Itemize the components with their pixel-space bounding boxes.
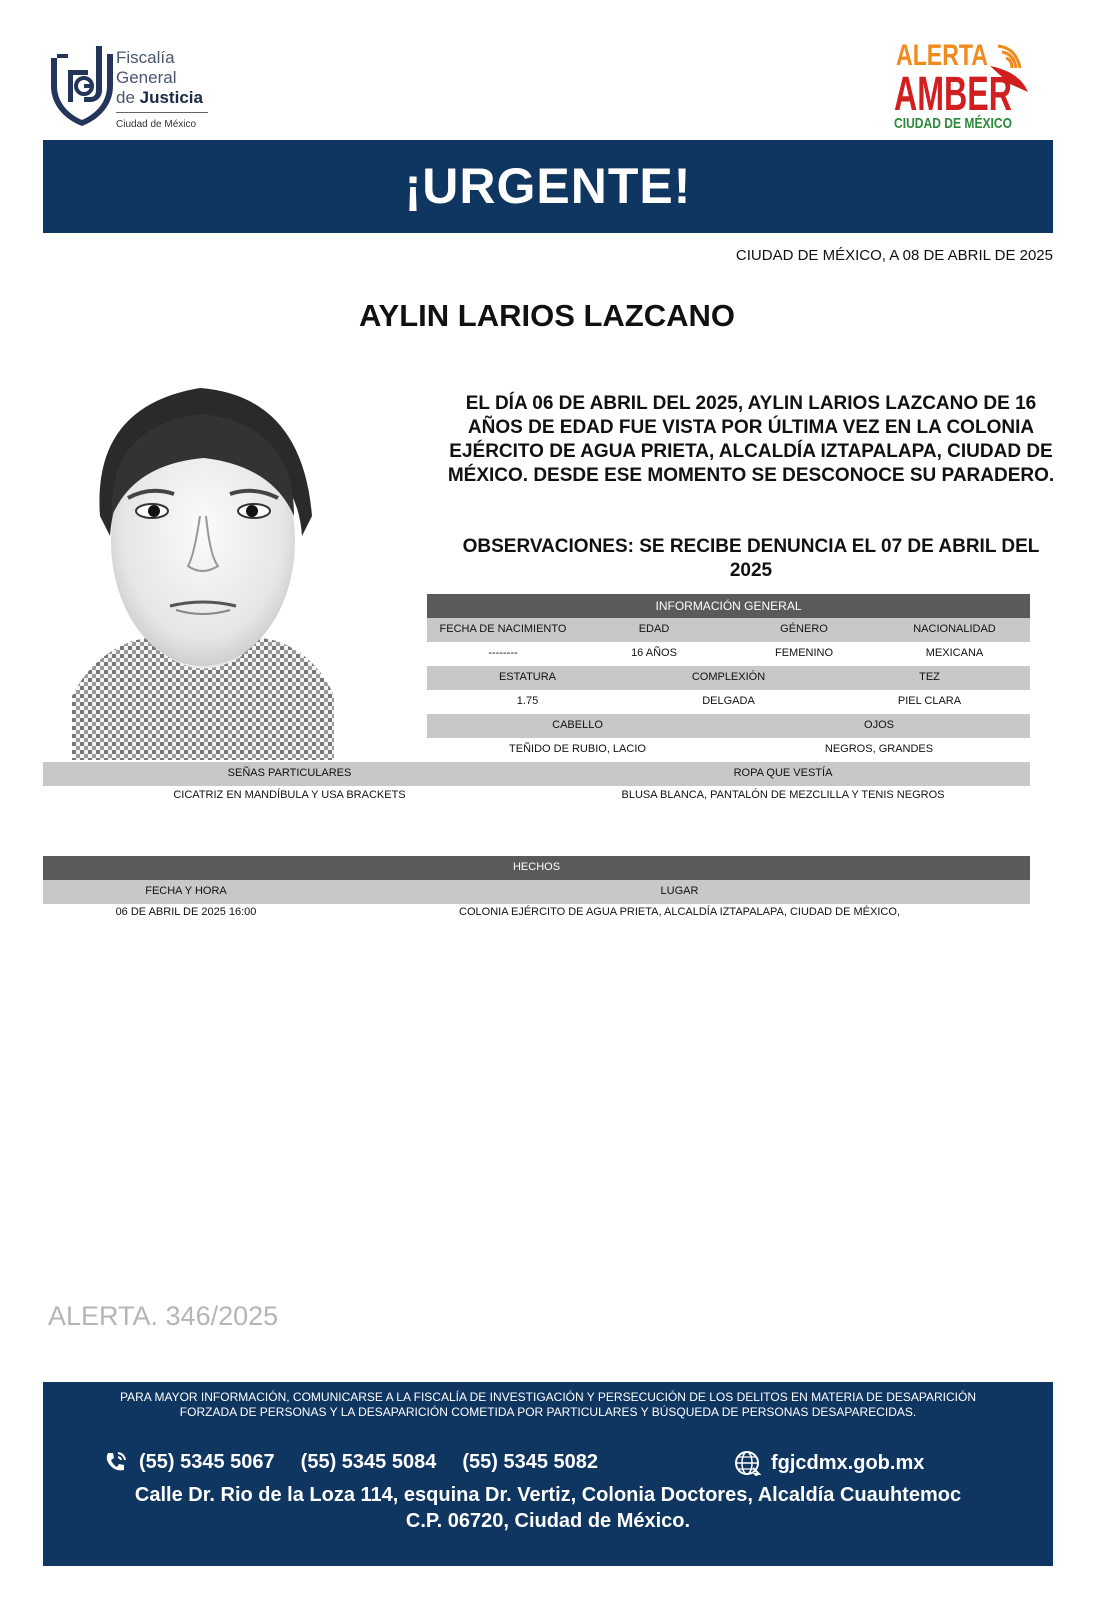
info-value-row-3	[427, 738, 1030, 762]
urgent-banner: ¡URGENTE!	[43, 140, 1053, 233]
value-eyes: NEGROS, GRANDES	[824, 743, 934, 755]
org-divider	[116, 112, 208, 113]
header-datetime: FECHA Y HORA	[145, 885, 227, 897]
facts-title-bar	[43, 856, 1030, 880]
contact-info-line1: PARA MAYOR INFORMACIÓN, COMUNICARSE A LA FISCALÍA DE INVESTIGACIÓN Y PERSECUCIÓN DE LOS DELITOS EN MATERIA DE DESAPARICIÓN	[120, 1390, 976, 1404]
org-line3	[116, 88, 203, 108]
contact-footer	[43, 1382, 1053, 1566]
header-build: COMPLEXIÓN	[691, 671, 766, 683]
value-height: 1.75	[516, 695, 539, 707]
facts-header-row	[43, 880, 1030, 904]
value-clothes: BLUSA BLANCA, PANTALÓN DE MEZCLILLA Y TENIS NEGROS	[621, 789, 945, 801]
header-nationality: NACIONALIDAD	[913, 623, 996, 635]
org-line3-prefix: de	[116, 88, 140, 107]
value-hair: TEÑIDO DE RUBIO, LACIO	[509, 743, 646, 755]
info-title: INFORMACIÓN GENERAL	[655, 599, 802, 613]
value-gender: FEMENINO	[774, 647, 834, 659]
amber-line2: AMBER	[894, 68, 1012, 121]
contact-info	[43, 1390, 1053, 1420]
info-header-row-3	[427, 714, 1030, 738]
facts-value-row	[43, 904, 1030, 924]
header-height: ESTATURA	[498, 671, 557, 683]
value-marks: CICATRIZ EN MANDÍBULA Y USA BRACKETS	[173, 789, 406, 801]
website-link[interactable]: fgjcdmx.gob.mx	[771, 1451, 925, 1474]
header-skin: TEZ	[919, 671, 940, 683]
org-name	[116, 48, 203, 108]
header-hair: CABELLO	[552, 719, 603, 731]
info-header-row-1	[427, 618, 1030, 642]
address	[43, 1482, 1053, 1534]
marks-header-row	[43, 762, 1030, 786]
date-line: CIUDAD DE MÉXICO, A 08 DE ABRIL DE 2025	[735, 247, 1053, 264]
info-title-bar	[427, 594, 1030, 618]
globe-icon	[733, 1450, 761, 1476]
portrait-photo	[72, 366, 334, 760]
phone-icon	[103, 1450, 129, 1474]
value-place: COLONIA EJÉRCITO DE AGUA PRIETA, ALCALDÍA IZTAPALAPA, CIUDAD DE MÉXICO,	[459, 906, 900, 918]
header-clothes: ROPA QUE VESTÍA	[733, 767, 833, 779]
observations: OBSERVACIONES: SE RECIBE DENUNCIA EL 07 DE ABRIL DEL 2025	[462, 536, 1040, 581]
address-line1: Calle Dr. Rio de la Loza 114, esquina Dr. Vertiz, Colonia Doctores, Alcaldía Cuauhtemoc	[134, 1484, 962, 1506]
phone-number-1[interactable]: (55) 5345 5067	[139, 1450, 275, 1473]
value-datetime: 06 DE ABRIL DE 2025 16:00	[115, 906, 257, 918]
org-line3-bold: Justicia	[139, 88, 203, 107]
value-build: DELGADA	[702, 695, 755, 707]
header-marks: SEÑAS PARTICULARES	[227, 767, 352, 779]
contact-info-line2: FORZADA DE PERSONAS Y LA DESAPARICIÓN COMETIDA POR PARTICULARES Y BÚSQUEDA DE PERSONAS DESAPARECIDAS.	[179, 1405, 917, 1419]
phone-number-2[interactable]: (55) 5345 5084	[300, 1450, 437, 1473]
org-subtitle: Ciudad de México	[116, 119, 197, 130]
amber-line1: ALERTA	[896, 39, 988, 72]
amber-line3: CIUDAD DE MÉXICO	[894, 115, 1013, 132]
value-age: 16 AÑOS	[631, 647, 677, 659]
info-value-row-1	[427, 642, 1030, 666]
address-line2: C.P. 06720, Ciudad de México.	[405, 1510, 691, 1532]
marks-value-row	[43, 786, 1030, 806]
website	[733, 1450, 924, 1476]
value-birth-date: --------	[488, 647, 518, 659]
phone-number-3[interactable]: (55) 5345 5082	[462, 1450, 599, 1473]
info-header-row-2	[427, 666, 1030, 690]
org-line2: General	[116, 68, 177, 87]
person-name: AYLIN LARIOS LAZCANO	[358, 298, 736, 333]
facts-title: HECHOS	[512, 861, 561, 873]
phone-list	[103, 1450, 624, 1474]
header-gender: GÉNERO	[780, 623, 828, 635]
header-age: EDAD	[638, 623, 670, 635]
alerta-amber-logo	[894, 38, 1044, 134]
value-skin: PIEL CLARA	[897, 695, 962, 707]
header-place: LUGAR	[660, 885, 699, 897]
org-line1: Fiscalía	[116, 48, 175, 67]
alert-number: ALERTA. 346/2025	[48, 1301, 279, 1331]
value-nationality: MEXICANA	[925, 647, 984, 659]
header-birth-date: FECHA DE NACIMIENTO	[439, 623, 567, 635]
info-value-row-2	[427, 690, 1030, 714]
description: EL DÍA 06 DE ABRIL DEL 2025, AYLIN LARIOS LAZCANO DE 16 AÑOS DE EDAD FUE VISTA POR ÚLTIMA VEZ EN LA COLONIA EJÉRCITO DE AGUA PRIETA, ALCALDÍA IZTAPALAPA, CIUDAD DE MÉXICO. DESDE ESE MOMENTO SE DESCONOCE SU PARADERO.	[447, 393, 1055, 486]
header-eyes: OJOS	[864, 719, 894, 731]
